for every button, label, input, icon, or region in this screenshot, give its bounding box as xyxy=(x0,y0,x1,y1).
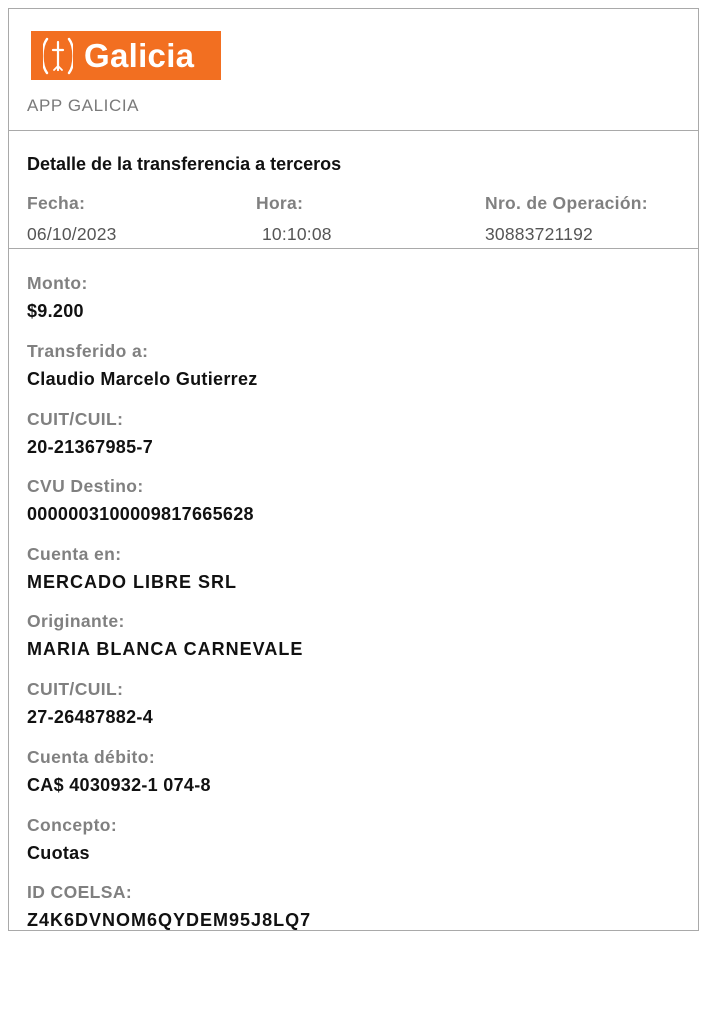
field-label: Cuenta débito: xyxy=(27,747,156,767)
transfer-summary xyxy=(9,131,698,249)
field-label: Concepto: xyxy=(27,815,118,835)
field-label: Monto: xyxy=(27,273,88,293)
field-value: $9.200 xyxy=(27,301,84,321)
field-label: CUIT/CUIL: xyxy=(27,679,124,699)
receipt-header xyxy=(9,9,698,131)
operation-number-label: Nro. de Operación: xyxy=(485,193,648,213)
recipient-cuit-field xyxy=(27,409,153,457)
field-label: Transferido a: xyxy=(27,341,149,361)
page-title: Detalle de la transferencia a terceros xyxy=(27,154,342,174)
galicia-logo xyxy=(31,31,221,80)
amount-field xyxy=(27,273,88,321)
field-value: Claudio Marcelo Gutierrez xyxy=(27,369,258,389)
field-value: MERCADO LIBRE SRL xyxy=(27,572,237,592)
field-value: Z4K6DVNOM6QYDEM95J8LQ7 xyxy=(27,910,312,930)
logo-wordmark: Galicia xyxy=(84,37,195,74)
app-name: APP GALICIA xyxy=(27,96,140,115)
field-value: 0000003100009817665628 xyxy=(27,504,254,524)
time-value: 10:10:08 xyxy=(262,224,332,244)
date-value: 06/10/2023 xyxy=(27,224,117,244)
operation-block xyxy=(485,193,648,245)
field-label: CUIT/CUIL: xyxy=(27,409,124,429)
concept-field xyxy=(27,815,117,863)
transfer-receipt xyxy=(8,8,699,931)
date-label: Fecha: xyxy=(27,193,86,213)
debit-account-field xyxy=(27,747,211,795)
date-block xyxy=(27,193,117,245)
field-value: Cuotas xyxy=(27,843,90,863)
cvu-field xyxy=(27,476,254,524)
field-label: ID COELSA: xyxy=(27,882,133,902)
field-value: MARIA BLANCA CARNEVALE xyxy=(27,639,304,659)
field-value: CA$ 4030932-1 074-8 xyxy=(27,775,211,795)
originator-cuit-field xyxy=(27,679,153,727)
field-label: Cuenta en: xyxy=(27,544,122,564)
account-bank-field xyxy=(27,544,237,592)
galicia-emblem-icon xyxy=(43,37,73,75)
originator-field xyxy=(27,611,303,659)
time-block xyxy=(256,193,332,245)
time-label: Hora: xyxy=(256,193,304,213)
field-value: 27-26487882-4 xyxy=(27,707,154,727)
operation-number-value: 30883721192 xyxy=(485,224,593,244)
field-value: 20-21367985-7 xyxy=(27,437,154,457)
recipient-field xyxy=(27,341,258,389)
coelsa-id-field xyxy=(27,882,311,930)
field-label: CVU Destino: xyxy=(27,476,144,496)
field-label: Originante: xyxy=(27,611,125,631)
